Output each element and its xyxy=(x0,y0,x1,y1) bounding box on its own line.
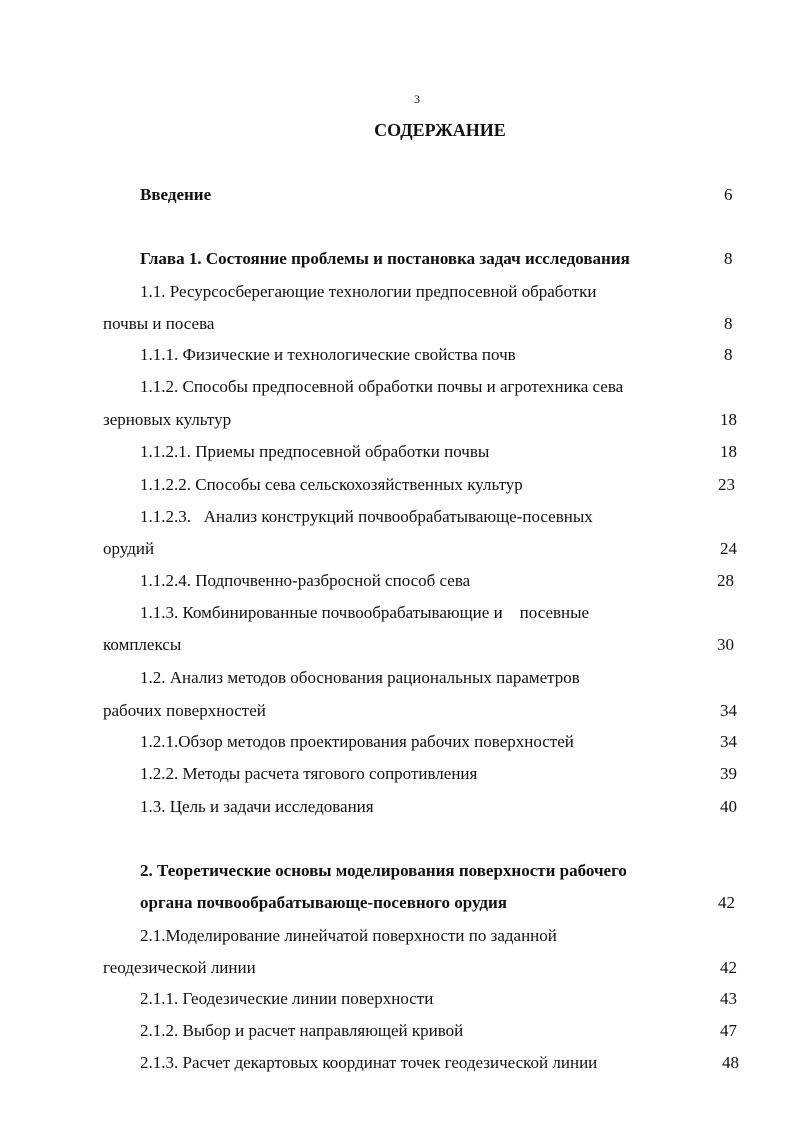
toc-entry-line: 1.1.1. Физические и технологические свойства почв xyxy=(140,345,516,364)
toc-entry-chapter-1: Глава 1. Состояние проблемы и постановка задач исследования xyxy=(140,249,630,268)
toc-entry-line: 1.1.2.3. Анализ конструкций почвообрабатывающе-посевных xyxy=(140,507,593,526)
toc-page-number: 18 xyxy=(720,410,737,429)
toc-entry-line: 2.1.Моделирование линейчатой поверхности по заданной xyxy=(140,926,557,945)
toc-page-number: 47 xyxy=(720,1021,737,1040)
toc-page-number: 6 xyxy=(724,185,733,204)
toc-page-number: 42 xyxy=(718,893,735,912)
toc-page-number: 39 xyxy=(720,764,737,783)
toc-entry-line: 1.1. Ресурсосберегающие технологии предпосевной обработки xyxy=(140,282,597,301)
toc-entry-line: 1.1.2.2. Способы сева сельскохозяйственных культур xyxy=(140,475,523,494)
toc-page-number: 8 xyxy=(724,345,733,364)
toc-page-number: 23 xyxy=(718,475,735,494)
toc-page-number: 8 xyxy=(724,249,733,268)
toc-entry-line: рабочих поверхностей xyxy=(103,701,266,720)
toc-page-number: 30 xyxy=(717,635,734,654)
toc-entry-line: 1.3. Цель и задачи исследования xyxy=(140,797,374,816)
toc-entry-line: 1.2. Анализ методов обоснования рациональных параметров xyxy=(140,668,580,687)
toc-entry-line: 2.1.3. Расчет декартовых координат точек геодезической линии xyxy=(140,1053,598,1072)
toc-page-number: 42 xyxy=(720,958,737,977)
toc-entry-line: 1.2.1.Обзор методов проектирования рабочих поверхностей xyxy=(140,732,574,751)
toc-entry-line: 2.1.2. Выбор и расчет направляющей кривой xyxy=(140,1021,464,1040)
toc-page-number: 48 xyxy=(722,1053,739,1072)
toc-page-number: 18 xyxy=(720,442,737,461)
toc-entry-intro: Введение xyxy=(140,185,212,204)
toc-entry-line: зерновых культур xyxy=(103,410,232,429)
toc-page-number: 34 xyxy=(720,732,737,751)
toc-page-number: 40 xyxy=(720,797,737,816)
toc-page-number: 43 xyxy=(720,989,737,1008)
toc-entry-line: 1.1.3. Комбинированные почвообрабатывающие и посевные xyxy=(140,603,590,622)
toc-entry-line: 1.1.2.1. Приемы предпосевной обработки почвы xyxy=(140,442,490,461)
toc-entry-line: геодезической линии xyxy=(103,958,256,977)
toc-page-number: 8 xyxy=(724,314,733,333)
toc-entry-chapter-2-cont: органа почвообрабатывающе-посевного орудия xyxy=(140,893,507,912)
toc-entry-line: 1.1.2. Способы предпосевной обработки почвы и агротехника сева xyxy=(140,377,624,396)
toc-entry-line: 1.1.2.4. Подпочвенно-разбросной способ сева xyxy=(140,571,471,590)
toc-entry-line: 2.1.1. Геодезические линии поверхности xyxy=(140,989,434,1008)
page-number: 3 xyxy=(414,92,420,106)
toc-page-number: 34 xyxy=(720,701,737,720)
toc-entry-line: орудий xyxy=(103,539,155,558)
toc-entry-line: 1.2.2. Методы расчета тягового сопротивления xyxy=(140,764,478,783)
toc-page-number: 28 xyxy=(717,571,734,590)
toc-entry-line: почвы и посева xyxy=(103,314,215,333)
toc-entry-line: комплексы xyxy=(103,635,182,654)
toc-entry-chapter-2: 2. Теоретические основы моделирования поверхности рабочего xyxy=(140,861,627,880)
page-title: СОДЕРЖАНИЕ xyxy=(374,120,506,140)
toc-page-number: 24 xyxy=(720,539,737,558)
